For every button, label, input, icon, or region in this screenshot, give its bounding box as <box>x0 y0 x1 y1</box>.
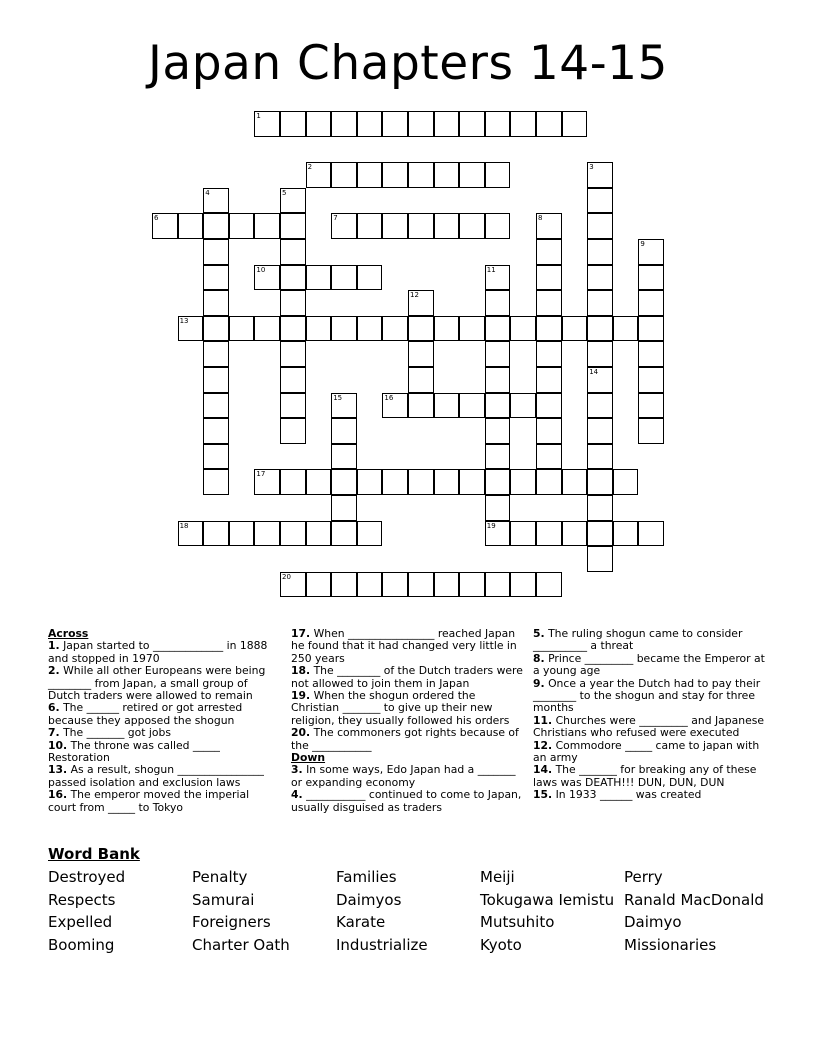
crossword-cell[interactable] <box>485 572 511 598</box>
crossword-cell[interactable] <box>459 572 485 598</box>
crossword-cell[interactable] <box>331 469 357 495</box>
crossword-cell[interactable] <box>331 521 357 547</box>
clue-number-18: 18 <box>179 521 189 530</box>
crossword-cell[interactable] <box>536 521 562 547</box>
crossword-cell[interactable] <box>408 111 434 137</box>
crossword-cell[interactable] <box>306 316 332 342</box>
crossword-cell[interactable] <box>280 367 306 393</box>
crossword-cell[interactable] <box>382 469 408 495</box>
crossword-cell[interactable] <box>536 111 562 137</box>
clue-number-16: 16 <box>384 393 394 402</box>
crossword-cell[interactable] <box>203 265 229 291</box>
word-bank-word: Penalty <box>192 868 248 886</box>
crossword-cell[interactable] <box>203 521 229 547</box>
crossword-cell[interactable] <box>357 162 383 188</box>
crossword-cell[interactable] <box>280 111 306 137</box>
crossword-cell[interactable] <box>587 341 613 367</box>
crossword-cell[interactable] <box>459 213 485 239</box>
crossword-cell[interactable] <box>382 213 408 239</box>
crossword-cell[interactable] <box>408 367 434 393</box>
crossword-cell[interactable] <box>203 469 229 495</box>
crossword-cell[interactable] <box>613 521 639 547</box>
crossword-cell[interactable] <box>638 341 664 367</box>
clue-number-20: 20 <box>282 572 291 581</box>
crossword-cell[interactable] <box>536 469 562 495</box>
crossword-cell[interactable] <box>280 213 306 239</box>
crossword-cell[interactable] <box>254 521 280 547</box>
crossword-cell[interactable] <box>638 265 664 291</box>
crossword-cell[interactable] <box>536 444 562 470</box>
crossword-cell[interactable] <box>587 469 613 495</box>
crossword-cell[interactable] <box>280 239 306 265</box>
crossword-cell[interactable] <box>280 418 306 444</box>
crossword-cell[interactable] <box>459 393 485 419</box>
word-bank-word: Respects <box>48 891 116 909</box>
word-bank-word: Missionaries <box>624 936 717 954</box>
crossword-cell[interactable] <box>587 188 613 214</box>
clues-column-2 <box>291 628 523 814</box>
crossword-cell[interactable] <box>485 444 511 470</box>
word-bank-word: Kyoto <box>480 936 522 954</box>
crossword-cell[interactable] <box>434 572 460 598</box>
clue-number-19: 19 <box>486 521 496 530</box>
crossword-cell[interactable] <box>434 213 460 239</box>
crossword-cell[interactable] <box>331 316 357 342</box>
crossword-cell[interactable] <box>536 341 562 367</box>
clue-number-14: 14 <box>589 368 599 376</box>
clue-across-17: 17. When ________________ reached Japan he found that it had changed very little in 250 years <box>291 627 517 665</box>
crossword-cell[interactable] <box>510 393 536 419</box>
clue-across-13: 13. As a result, shogun ________________ passed isolation and exclusion laws <box>48 763 264 789</box>
crossword-cell[interactable] <box>613 469 639 495</box>
crossword-cell[interactable] <box>229 213 255 239</box>
crossword-cell[interactable] <box>536 316 562 342</box>
clue-number-8: 8 <box>538 214 543 223</box>
crossword-cell[interactable] <box>203 444 229 470</box>
word-bank-word: Destroyed <box>48 868 126 886</box>
crossword-cell[interactable] <box>536 265 562 291</box>
crossword-cell[interactable] <box>587 418 613 444</box>
crossword-cell[interactable] <box>562 521 588 547</box>
crossword-cell[interactable] <box>280 265 306 291</box>
clue-down-9: 9. Once a year the Dutch had to pay their ________ to the shogun and stay for three months <box>533 676 761 715</box>
crossword-cell[interactable] <box>638 316 664 342</box>
word-bank-word: Families <box>336 868 397 886</box>
clue-number-2: 2 <box>307 163 313 172</box>
crossword-cell[interactable] <box>510 469 536 495</box>
clue-number-15: 15 <box>333 393 343 402</box>
crossword-cell[interactable] <box>229 316 255 342</box>
crossword-cell[interactable] <box>459 316 485 342</box>
clue-number-11: 11 <box>486 265 496 274</box>
crossword-cell[interactable] <box>357 572 383 598</box>
clue-number-13: 13 <box>179 316 189 325</box>
clues-column-1 <box>48 628 276 814</box>
clue-number-4: 4 <box>205 188 210 197</box>
clue-across-19: 19. When the shogun ordered the Christian _______ to give up their new religion, they usually followed his orders <box>291 689 510 727</box>
crossword-cell[interactable] <box>434 393 460 419</box>
crossword-cell[interactable] <box>536 418 562 444</box>
crossword-cell[interactable] <box>357 111 383 137</box>
crossword-cell[interactable] <box>331 111 357 137</box>
crossword-cell[interactable] <box>280 521 306 547</box>
crossword-cell[interactable] <box>408 572 434 598</box>
crossword-cell[interactable] <box>638 418 664 444</box>
crossword-cell[interactable] <box>485 367 511 393</box>
crossword-cell[interactable] <box>536 239 562 265</box>
crossword-cell[interactable] <box>357 213 383 239</box>
word-bank-word: Karate <box>336 913 386 931</box>
crossword-cell[interactable] <box>587 213 613 239</box>
crossword-cell[interactable] <box>536 393 562 419</box>
crossword-cell[interactable] <box>485 213 511 239</box>
crossword-cell[interactable] <box>587 444 613 470</box>
clue-down-3: 3. In some ways, Edo Japan had a _______ or expanding economy <box>291 763 516 789</box>
crossword-cell[interactable] <box>280 341 306 367</box>
crossword-cell[interactable] <box>587 290 613 316</box>
crossword-cell[interactable] <box>485 393 511 419</box>
crossword-cell[interactable] <box>382 572 408 598</box>
crossword-cell[interactable] <box>331 162 357 188</box>
word-bank-word: Ranald MacDonald <box>624 891 764 909</box>
word-bank-word: Booming <box>48 936 115 954</box>
clue-number-1: 1 <box>256 112 261 120</box>
clue-number-7: 7 <box>333 214 338 223</box>
clue-down-11: 11. Churches were _________ and Japanese Christians who refused were executed <box>533 713 765 740</box>
crossword-cell[interactable] <box>434 469 460 495</box>
crossword-cell[interactable] <box>587 546 613 572</box>
word-bank-word: Perry <box>624 868 663 886</box>
page-title: Japan Chapters 14-15 <box>148 36 668 91</box>
crossword-cell[interactable] <box>331 572 357 598</box>
crossword-cell[interactable] <box>357 316 383 342</box>
crossword-cell[interactable] <box>485 290 511 316</box>
crossword-cell[interactable] <box>331 495 357 521</box>
crossword-cell[interactable] <box>203 290 229 316</box>
across-heading: Across <box>48 627 89 640</box>
crossword-cell[interactable] <box>408 213 434 239</box>
crossword-cell[interactable] <box>638 521 664 547</box>
crossword-cell[interactable] <box>459 469 485 495</box>
crossword-cell[interactable] <box>408 162 434 188</box>
crossword-cell[interactable] <box>306 469 332 495</box>
crossword-cell[interactable] <box>203 393 229 419</box>
clue-across-10: 10. The throne was called _____ Restoration <box>48 738 220 765</box>
crossword-cell[interactable] <box>485 111 511 137</box>
clue-across-18: 18. The ________ of the Dutch traders were not allowed to join them in Japan <box>291 664 523 690</box>
clue-down-4: 4. ___________ continued to come to Japan, usually disguised as traders <box>291 788 522 814</box>
crossword-cell[interactable] <box>510 111 536 137</box>
crossword-cell[interactable] <box>203 367 229 393</box>
clue-number-6: 6 <box>154 214 159 223</box>
crossword-cell[interactable] <box>408 393 434 419</box>
clue-number-5: 5 <box>282 188 287 197</box>
word-bank-word: Mutsuhito <box>480 913 555 931</box>
down-heading: Down <box>291 751 326 765</box>
crossword-cell[interactable] <box>536 367 562 393</box>
word-bank-word: Tokugawa Iemistu <box>480 891 615 909</box>
crossword-cell[interactable] <box>536 290 562 316</box>
crossword-cell[interactable] <box>408 469 434 495</box>
crossword-cell[interactable] <box>587 316 613 342</box>
crossword-cell[interactable] <box>203 316 229 342</box>
crossword-cell[interactable] <box>357 265 383 291</box>
crossword-cell[interactable] <box>562 111 588 137</box>
clue-down-12: 12. Commodore _____ came to japan with an army <box>533 738 760 765</box>
crossword-cell[interactable] <box>331 265 357 291</box>
crossword-cell[interactable] <box>536 572 562 598</box>
clue-down-15: 15. In 1933 ______ was created <box>533 788 702 802</box>
crossword-cell[interactable] <box>203 418 229 444</box>
crossword-cell[interactable] <box>408 341 434 367</box>
crossword-cell[interactable] <box>510 572 536 598</box>
crossword-cell[interactable] <box>357 469 383 495</box>
word-bank-word: Industrialize <box>336 936 428 954</box>
crossword-cell[interactable] <box>408 316 434 342</box>
word-bank-title: Word Bank <box>48 845 140 863</box>
crossword-cell[interactable] <box>306 572 332 598</box>
clue-number-17: 17 <box>256 470 266 479</box>
crossword-cell[interactable] <box>331 418 357 444</box>
crossword-cell[interactable] <box>280 290 306 316</box>
crossword-cell[interactable] <box>485 341 511 367</box>
crossword-cell[interactable] <box>510 521 536 547</box>
crossword-cell[interactable] <box>357 521 383 547</box>
clue-number-10: 10 <box>256 265 266 274</box>
clue-across-16: 16. The emperor moved the imperial court from _____ to Tokyo <box>48 788 250 814</box>
crossword-cell[interactable] <box>587 239 613 265</box>
crossword-cell[interactable] <box>280 316 306 342</box>
clue-across-20: 20. The commoners got rights because of the ___________ <box>291 726 519 752</box>
crossword-cell[interactable] <box>587 393 613 419</box>
crossword-cell[interactable] <box>306 111 332 137</box>
clue-across-7: 7. The _______ got jobs <box>48 726 172 740</box>
crossword-cell[interactable] <box>485 469 511 495</box>
crossword-cell[interactable] <box>485 162 511 188</box>
crossword-cell[interactable] <box>485 418 511 444</box>
crossword-cell[interactable] <box>562 469 588 495</box>
word-bank-word: Daimyos <box>336 891 402 909</box>
crossword-cell[interactable] <box>306 265 332 291</box>
clue-down-8: 8. Prince _________ became the Emperor at a young age <box>533 651 765 678</box>
crossword-cell[interactable] <box>331 444 357 470</box>
clue-down-5: 5. The ruling shogun came to consider __________ a threat <box>533 627 743 653</box>
crossword-cell[interactable] <box>203 341 229 367</box>
word-bank-word: Meiji <box>480 868 515 886</box>
crossword-cell[interactable] <box>510 316 536 342</box>
crossword-cell[interactable] <box>587 495 613 521</box>
crossword-cell[interactable] <box>306 521 332 547</box>
word-bank-word: Foreigners <box>192 913 271 931</box>
crossword-cell[interactable] <box>280 469 306 495</box>
crossword-cell[interactable] <box>254 316 280 342</box>
clue-down-14: 14. The _______ for breaking any of these laws was DEATH!!! DUN, DUN, DUN <box>533 763 757 789</box>
crossword-cell[interactable] <box>459 162 485 188</box>
crossword-cell[interactable] <box>382 162 408 188</box>
crossword-cell[interactable] <box>382 111 408 137</box>
word-bank-word: Samurai <box>192 891 255 909</box>
word-bank-word: Expelled <box>48 913 113 931</box>
crossword-cell[interactable] <box>587 521 613 547</box>
crossword-cell[interactable] <box>434 111 460 137</box>
crossword-cell[interactable] <box>459 111 485 137</box>
clue-across-2: 2. While all other Europeans were being ________ from Japan, a small group of Dutch traders were allowed to remain <box>48 664 266 703</box>
crossword-cell[interactable] <box>562 316 588 342</box>
clue-number-9: 9 <box>640 240 645 248</box>
word-bank-word: Charter Oath <box>192 936 290 954</box>
crossword-cell[interactable] <box>434 316 460 342</box>
crossword-cell[interactable] <box>280 393 306 419</box>
clue-across-1: 1. Japan started to _____________ in 1888 and stopped in 1970 <box>48 639 268 665</box>
crossword-cell[interactable] <box>254 213 280 239</box>
clue-number-12: 12 <box>410 291 419 300</box>
crossword-cell[interactable] <box>638 367 664 393</box>
crossword-cell[interactable] <box>485 316 511 342</box>
crossword-cell[interactable] <box>638 393 664 419</box>
crossword-cell[interactable] <box>203 239 229 265</box>
crossword-cell[interactable] <box>638 290 664 316</box>
crossword-cell[interactable] <box>587 265 613 291</box>
clue-across-6: 6. The ______ retired or got arrested because they apposed the shogun <box>48 701 243 727</box>
clues-column-3 <box>533 628 768 802</box>
crossword-cell[interactable] <box>382 316 408 342</box>
crossword-cell[interactable] <box>485 495 511 521</box>
clue-number-3: 3 <box>589 163 594 172</box>
crossword-cell[interactable] <box>178 213 204 239</box>
crossword-cell[interactable] <box>229 521 255 547</box>
crossword-cell[interactable] <box>613 316 639 342</box>
crossword-cell[interactable] <box>203 213 229 239</box>
word-bank-word: Daimyo <box>624 913 682 931</box>
crossword-cell[interactable] <box>434 162 460 188</box>
